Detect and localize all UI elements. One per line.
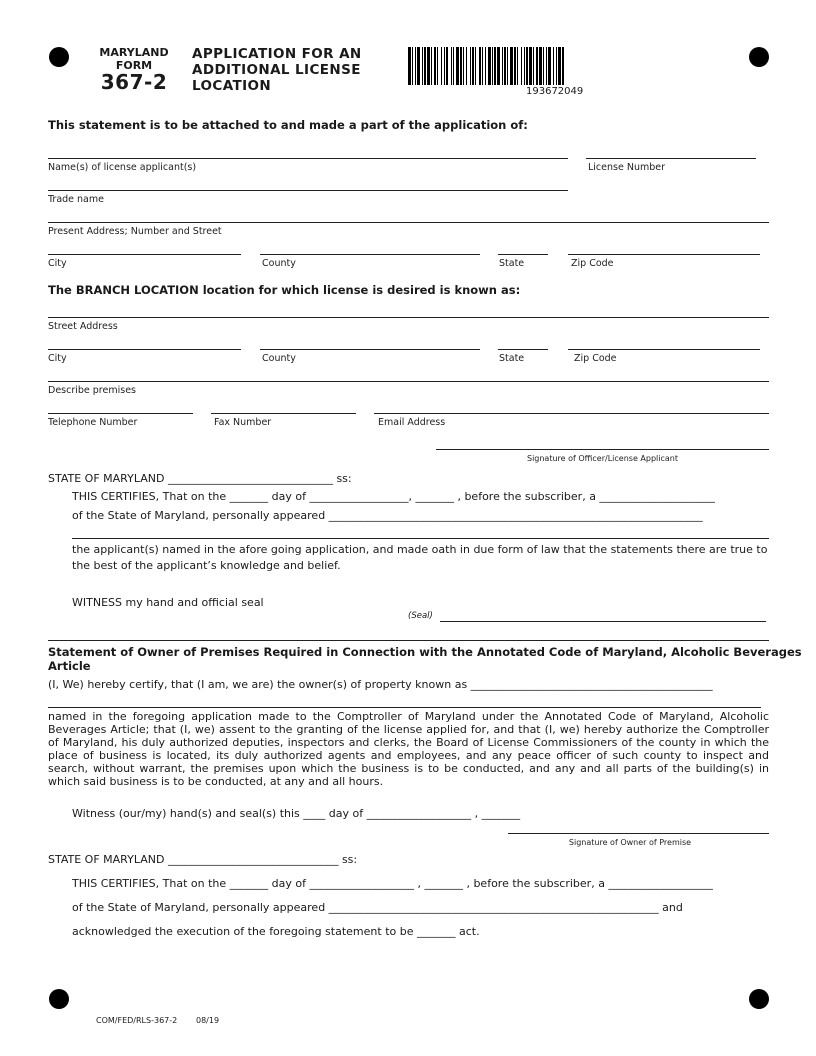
applicant-name-line[interactable] — [48, 158, 568, 159]
fax-label: Fax Number — [214, 417, 272, 428]
cert1-witness: WITNESS my hand and official seal — [72, 596, 264, 609]
registration-mark-top-left — [49, 47, 69, 67]
branch-street-label: Street Address — [48, 321, 118, 332]
barcode-bar — [497, 47, 500, 85]
barcode-bar — [463, 47, 464, 85]
applicant-city-line[interactable] — [48, 254, 241, 255]
barcode-bar — [482, 47, 483, 85]
barcode-bar — [539, 47, 542, 85]
barcode-bar — [441, 47, 442, 85]
present-address-label: Present Address; Number and Street — [48, 226, 222, 237]
owner-heading: Statement of Owner of Premises Required in Connection with the Annotated Code of Maryland, Alcoholic Beverages Article — [48, 645, 802, 673]
cert1-line-2: of the State of Maryland, personally appeared ____________________________________________________________________ — [72, 509, 703, 522]
barcode-bar — [472, 47, 474, 85]
title-line-1: APPLICATION FOR AN — [192, 46, 362, 62]
barcode-bar — [424, 47, 426, 85]
form-word: FORM — [115, 59, 153, 72]
barcode-bar — [415, 47, 416, 85]
barcode-bar — [427, 47, 430, 85]
branch-city-label: City — [48, 353, 67, 364]
license-number-label: License Number — [588, 162, 665, 173]
premises-line[interactable] — [48, 381, 769, 382]
premises-label: Describe premises — [48, 385, 136, 396]
barcode-bar — [488, 47, 491, 85]
barcode-bar — [431, 47, 432, 85]
barcode-bar — [507, 47, 508, 85]
trade-name-label: Trade name — [48, 194, 104, 205]
applicant-zip-label: Zip Code — [571, 258, 614, 269]
branch-heading: The BRANCH LOCATION location for which license is desired is known as: — [48, 283, 521, 297]
barcode-bar — [521, 47, 522, 85]
branch-city-line[interactable] — [48, 349, 241, 350]
registration-mark-bottom-right — [749, 989, 769, 1009]
owner-signature-line[interactable] — [508, 833, 769, 834]
barcode-bar — [434, 47, 436, 85]
cert1-blank-line[interactable] — [72, 538, 769, 539]
barcode-bar — [504, 47, 506, 85]
barcode-bar — [444, 47, 445, 85]
barcode-bar — [417, 47, 420, 85]
cert1-seal-signature-line[interactable] — [440, 621, 766, 622]
form-date: 08/19 — [196, 1016, 220, 1025]
barcode-bar — [479, 47, 481, 85]
barcode-bar — [548, 47, 551, 85]
barcode-bar — [553, 47, 554, 85]
barcode-bar — [451, 47, 452, 85]
registration-mark-bottom-left — [49, 989, 69, 1009]
barcode-bar — [526, 47, 528, 85]
applicant-city-label: City — [48, 258, 67, 269]
trade-name-line[interactable] — [48, 190, 568, 191]
barcode-bar — [475, 47, 476, 85]
barcode — [408, 47, 700, 85]
present-address-line[interactable] — [48, 222, 769, 223]
form-code: COM/FED/RLS-367-2 — [96, 1016, 178, 1025]
intro-statement: This statement is to be attached to and made a part of the application of: — [48, 118, 528, 132]
applicant-signature-label: Signature of Officer/License Applicant — [526, 454, 678, 463]
telephone-label: Telephone Number — [48, 417, 138, 428]
form-number: 367-2 — [100, 70, 168, 94]
owner-witness: Witness (our/my) hand(s) and seal(s) this ____ day of ___________________ , _______ — [72, 807, 521, 820]
branch-street-line[interactable] — [48, 317, 769, 318]
cert2-line-1: THIS CERTIFIES, That on the _______ day of ___________________ , _______ , before the subscriber, a ___________________ — [72, 877, 713, 890]
barcode-bar — [453, 47, 454, 85]
fax-line[interactable] — [211, 413, 356, 414]
applicant-county-label: County — [262, 258, 296, 269]
barcode-bar — [456, 47, 459, 85]
applicant-zip-line[interactable] — [568, 254, 760, 255]
barcode-bar — [446, 47, 448, 85]
barcode-bar — [422, 47, 423, 85]
applicant-state-label: State — [499, 258, 525, 269]
barcode-bar — [514, 47, 516, 85]
cert2-state-line: STATE OF MARYLAND _______________________________ ss: — [48, 853, 358, 866]
applicant-signature-line[interactable] — [436, 449, 769, 450]
cert1-line-1: THIS CERTIFIES, That on the _______ day of __________________, _______ , before the subscriber, a _____________________ — [72, 490, 715, 503]
barcode-bar — [536, 47, 538, 85]
cert1-paragraph: the applicant(s) named in the afore going application, and made oath in due form of law that the statements there are true to the best of the applicant’s knowledge and belief. — [72, 543, 768, 572]
barcode-bar — [408, 47, 411, 85]
barcode-bar — [466, 47, 467, 85]
branch-state-label: State — [499, 353, 525, 364]
owner-certify-line: (I, We) hereby certify, that (I am, we are) the owner(s) of property known as ____________________________________________ — [48, 678, 713, 691]
branch-zip-label: Zip Code — [574, 353, 617, 364]
section-divider — [48, 640, 769, 641]
barcode-bar — [510, 47, 513, 85]
barcode-bar — [437, 47, 438, 85]
barcode-bar — [460, 47, 462, 85]
branch-county-line[interactable] — [260, 349, 480, 350]
barcode-number: 193672049 — [526, 86, 584, 97]
barcode-bar — [517, 47, 518, 85]
branch-zip-line[interactable] — [568, 349, 760, 350]
barcode-bar — [529, 47, 532, 85]
title-line-3: LOCATION — [192, 78, 272, 94]
cert1-state-line: STATE OF MARYLAND ______________________________ ss: — [48, 472, 352, 485]
barcode-bar — [558, 47, 561, 85]
barcode-bar — [543, 47, 544, 85]
applicant-name-label: Name(s) of license applicant(s) — [48, 162, 197, 173]
applicant-county-line[interactable] — [260, 254, 480, 255]
barcode-bar — [494, 47, 496, 85]
barcode-bar — [533, 47, 534, 85]
barcode-bar — [502, 47, 503, 85]
branch-state-line[interactable] — [498, 349, 548, 350]
email-line[interactable] — [374, 413, 769, 414]
cert2-line-3: acknowledged the execution of the foregoing statement to be _______ act. — [72, 925, 480, 938]
barcode-bar — [412, 47, 413, 85]
form-title — [192, 46, 392, 94]
email-label: Email Address — [378, 417, 446, 428]
barcode-bar — [556, 47, 557, 85]
owner-property-line[interactable] — [48, 707, 761, 708]
license-number-line[interactable] — [586, 158, 756, 159]
barcode-bar — [492, 47, 493, 85]
applicant-state-line[interactable] — [498, 254, 548, 255]
barcode-bar — [485, 47, 486, 85]
barcode-bar — [470, 47, 471, 85]
telephone-line[interactable] — [48, 413, 193, 414]
barcode-bar — [546, 47, 547, 85]
owner-signature-label: Signature of Owner of Premise — [568, 838, 692, 847]
barcode-bar — [524, 47, 525, 85]
form-state: MARYLAND — [99, 46, 169, 59]
cert2-line-2: of the State of Maryland, personally appeared ____________________________________________________________ and — [72, 901, 683, 914]
title-line-2: ADDITIONAL LICENSE — [192, 62, 361, 78]
registration-mark-top-right — [749, 47, 769, 67]
cert1-seal: (Seal) — [408, 611, 433, 621]
owner-paragraph: named in the foregoing application made to the Comptroller of Maryland under the Annotated Code of Maryland, Alcoholic Beverages Article; that (I, we) assent to the granting of the license applied for, and that (I, we) hereby authorize the Comptroller of Maryland, his duly authorized deputies, inspectors and clerks, the Board of License Commissioners of the county in which the place of business is located, its duly authorized agents and employees, and any peace officer of such county to inspect and search, without warrant, the premises upon which the business is to be conducted, and any and all parts of the building(s) in which said business is to be conducted, at any and all hours. — [48, 710, 769, 788]
barcode-bar — [562, 47, 564, 85]
branch-county-label: County — [262, 353, 296, 364]
